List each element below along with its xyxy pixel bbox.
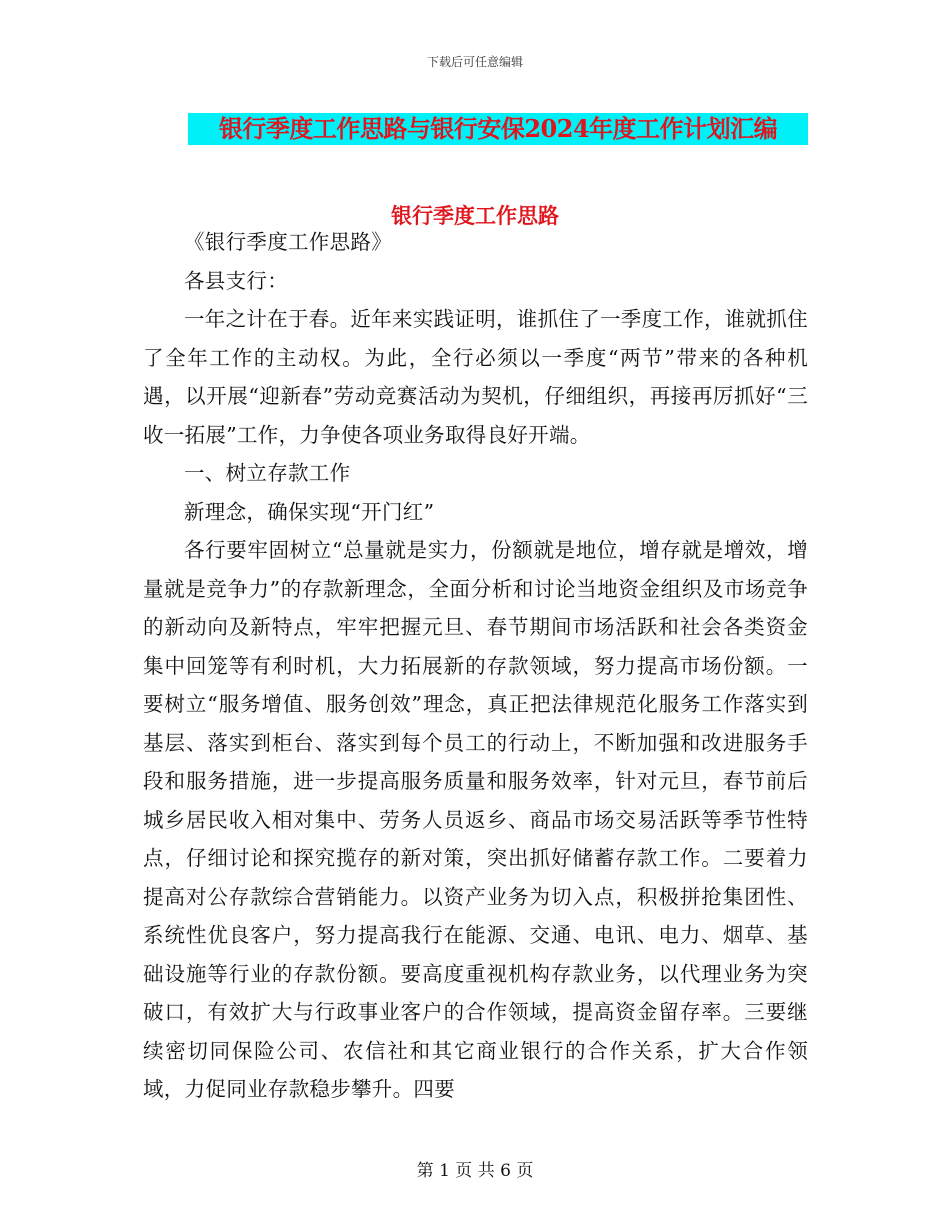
paragraph-body: 各行要牢固树立“总量就是实力，份额就是地位，增存就是增效，增量就是竞争力”的存款新理念，全面分析和讨论当地资金组织及市场竞争的新动向及新特点，牢牢把握元旦、春节期间市场活跃和社会各类资金集中回笼等有利时机，大力拓展新的存款领域，努力提高市场份额。一要树立“服务增值、服务创效”理念，真正把法律规范化服务工作落实到基层、落实到柜台、落实到每个员工的行动上，不断加强和改进服务手段和服务措施，进一步提高服务质量和服务效率，针对元旦，春节前后城乡居民收入相对集中、劳务人员返乡、商品市场交易活跃等季节性特点，仔细讨论和探究揽存的新对策，突出抓好储蓄存款工作。二要着力提高对公存款综合营销能力。以资产业务为切入点，积极拼抢集团性、系统性优良客户，努力提高我行在能源、交通、电讯、电力、烟草、基础设施等行业的存款份额。要高度重视机构存款业务，以代理业务为突破口，有效扩大与行政事业客户的合作领域，提高资金留存率。三要继续密切同保险公司、农信社和其它商业银行的合作关系，扩大合作领域，力促同业存款稳步攀升。四要 — [143, 538, 808, 1101]
paragraph-intro: 一年之计在于春。近年来实践证明，谁抓住了一季度工作，谁就抓住了全年工作的主动权。为此，全行必须以一季度“两节”带来的各种机遇，以开展“迎新春”劳动竞赛活动为契机，仔细组织，再接再厉抓好“三收一拓展”工作，力争使各项业务取得良好开端。 — [143, 307, 808, 447]
document-body — [143, 223, 808, 1109]
page-number: 第 1 页 共 6 页 — [416, 1161, 534, 1181]
document-title: 银行季度工作思路与银行安保2024年度工作计划汇编 — [188, 113, 808, 145]
paragraph-salutation: 各县支行： — [184, 268, 288, 293]
paragraph-heading-1-cont: 新理念，确保实现“开门红” — [184, 499, 435, 524]
paragraph-heading-1: 一、树立存款工作 — [184, 461, 351, 485]
paragraph-book-title: 《银行季度工作思路》 — [184, 230, 392, 254]
section-title: 银行季度工作思路 — [391, 203, 559, 228]
header-note: 下载后可任意编辑 — [426, 55, 523, 69]
